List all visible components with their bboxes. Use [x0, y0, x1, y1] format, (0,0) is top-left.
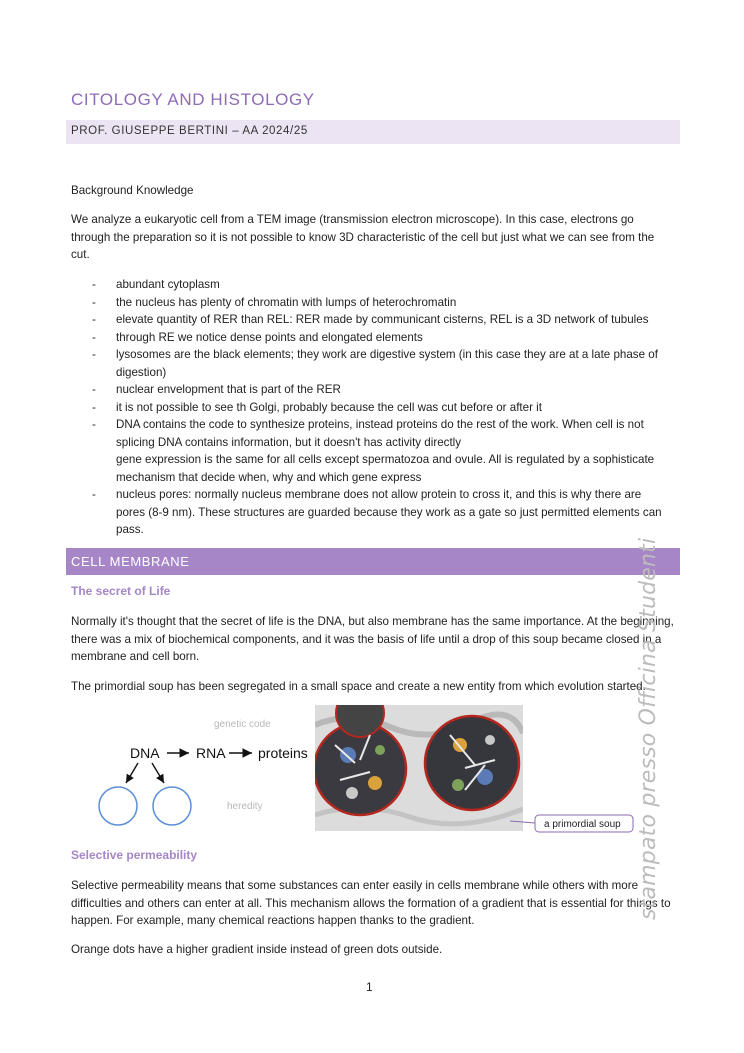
permeability-paragraph-1: Selective permeability means that some substances can enter easily in cells membrane while others with more difficulties and others can enter at all. This mechanism allows the formation of a gradient that is essential for things to happen. For example, many chemical reactions happen thanks to the gradient.	[71, 879, 671, 927]
list-item: - through RE we notice dense points and elongated elements	[92, 330, 423, 344]
subtitle: PROF. GIUSEPPE BERTINI – AA 2024/25	[71, 125, 308, 137]
dna-primordial-soup-figure	[90, 705, 650, 835]
rna-label: RNA	[196, 745, 226, 761]
heredity-label: heredity	[227, 801, 263, 812]
dna-left-arrow-icon	[126, 763, 138, 783]
bullet-list	[71, 276, 671, 539]
cell-right-icon	[153, 787, 191, 825]
primordial-soup-label: a primordial soup	[544, 819, 621, 830]
list-item: - elevate quantity of RER than REL: RER made by communicant cisterns, REL is a 3D network of tubules	[92, 313, 649, 326]
document-title: CITOLOGY AND HISTOLOGY	[71, 90, 315, 109]
proteins-label: proteins	[258, 745, 308, 761]
intro-paragraph: We analyze a eukaryotic cell from a TEM image (transmission electron microscope). In this case, electrons go through the preparation so it is not possible to know 3D characteristic of the cell but just what we can see from the cut.	[71, 213, 655, 261]
permeability-paragraph-2: Orange dots have a higher gradient inside instead of green dots outside.	[71, 943, 443, 956]
section-bar	[66, 548, 680, 575]
list-item: - nuclear envelopment that is part of the RER	[92, 383, 341, 396]
list-item: - it is not possible to see th Golgi, probably because the cell was cut before or after it	[92, 400, 542, 414]
dna-label: DNA	[130, 745, 160, 761]
secret-paragraph-2: The primordial soup has been segregated in a small space and create a new entity from which evolution started.	[71, 680, 646, 693]
secret-heading: The secret of Life	[71, 584, 171, 598]
list-item: - DNA contains the code to synthesize proteins, instead proteins do the rest of the work. When cell is not splicing DNA contains information, but it doesn't has activity directly gene expression is the same for all cells except spermatozoa and ovule. All is regulated by a sophisticate mechanism that decide when, why and which gene express	[92, 418, 655, 484]
subtitle-bar	[66, 120, 680, 144]
figure-drawing	[90, 705, 650, 835]
secret-paragraph-1: Normally it's thought that the secret of life is the DNA, but also membrane has the same importance. At the beginning, there was a mix of biochemical components, and it was the basis of life until a drop of this soup became closed in a membrane and cell born.	[71, 615, 674, 663]
genetic-code-label: genetic code	[214, 719, 271, 730]
list-item-continuation: gene expression is the same for all cells except spermatozoa and ovule. All is regulated by a sophisticate mechanism that decide when, why and which gene express	[116, 453, 655, 484]
cell-left-icon	[99, 787, 137, 825]
background-heading: Background Knowledge	[71, 184, 194, 197]
dna-right-arrow-icon	[152, 763, 164, 783]
list-item: - nucleus pores: normally nucleus membrane does not allow protein to cross it, and this is why there are pores (8-9 nm). These structures are guarded because they work as a gate so just permitted elements can pass.	[92, 488, 662, 536]
page-number: 1	[366, 980, 373, 994]
watermark: stampato presso Officina Studenti	[636, 537, 661, 920]
section-title: CELL MEMBRANE	[71, 554, 190, 569]
list-item: - the nucleus has plenty of chromatin with lumps of heterochromatin	[92, 295, 457, 309]
permeability-heading: Selective permeability	[71, 848, 198, 862]
list-item: - lysosomes are the black elements; they work are digestive system (in this case they are at a late phase of digestion)	[92, 348, 658, 379]
list-item: - abundant cytoplasm	[92, 278, 220, 291]
primordial-soup-image	[314, 705, 523, 831]
